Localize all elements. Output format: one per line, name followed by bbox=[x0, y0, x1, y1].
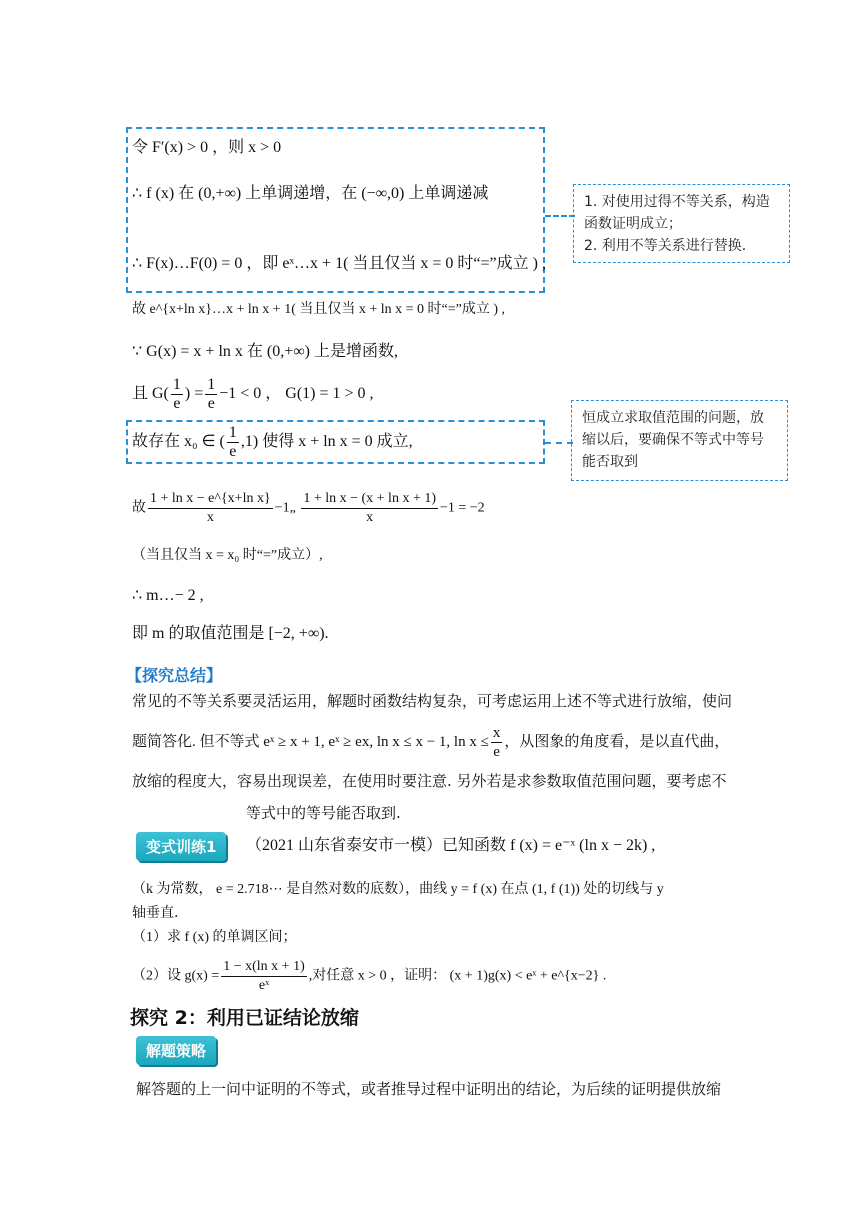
exercise-line-3: 轴垂直. bbox=[132, 905, 179, 921]
proof-line-10: ∴ m…− 2 , bbox=[132, 587, 204, 604]
proof-line-11: 即 m 的取值范围是 [−2, +∞). bbox=[132, 625, 329, 642]
strategy-badge: 解题策略 bbox=[136, 1036, 216, 1065]
proof-line-6: 且 G( $\frac{1}{e}$ ) = $\frac{1}{e}$ −1 < 0 ， G(1) = 1 > 0 , bbox=[132, 376, 374, 412]
proof-line-2: ∴ f (x) 在 (0,+∞) 上单调递增，在 (−∞,0) 上单调递减 bbox=[132, 185, 489, 202]
summary-heading: 【探究总结】 bbox=[126, 666, 223, 685]
note-box-2: 恒成立求取值范围的问题，放缩以后，要确保不等式中等号能否取到 bbox=[571, 400, 788, 481]
note-box-1: 1. 对使用过得不等关系，构造函数证明成立； 2. 利用不等关系进行替换. bbox=[573, 184, 790, 263]
proof-line-1: 令 F′(x) > 0 ，则 x > 0 bbox=[132, 139, 282, 156]
summary-line-2: 题简答化. 但不等式 eˣ ≥ x + 1, eˣ ≥ ex, ln x ≤ x − 1, ln x ≤ $\frac{x}{e}$ ，从图象的角度看，是以直代曲， bbox=[132, 725, 730, 760]
summary-line-1: 常见的不等关系要灵活运用，解题时函数结构复杂，可考虑运用上述不等式进行放缩，使问 bbox=[132, 692, 733, 710]
exercise-q2: （2）设 g(x) = $\frac{\text{1 − x(ln x + 1)}}{\text{eˣ}}$ ,对任意 x > 0 ，证明： (x + 1)g(x) < eˣ + e^{x−2} . bbox=[132, 959, 607, 993]
summary-line-4: 等式中的等号能否取到. bbox=[246, 804, 401, 822]
exercise-intro: （2021 山东省泰安市一模）已知函数 f (x) = e⁻ˣ (ln x − 2k) , bbox=[246, 837, 656, 854]
exercise-line-2: （k 为常数， e = 2.718⋯ 是自然对数的底数），曲线 y = f (x) 在点 (1, f (1)) 处的切线与 y bbox=[132, 882, 664, 897]
summary-line-3: 放缩的程度大，容易出现误差，在使用时要注意. 另外若是求参数取值范围问题，要考虑不 bbox=[132, 772, 727, 790]
section-2-title: 探究 2：利用已证结论放缩 bbox=[130, 1007, 359, 1029]
connector-2 bbox=[545, 442, 573, 444]
proof-line-4: 故 e^{x+ln x}…x + ln x + 1( 当且仅当 x + ln x = 0 时“=”成立 ) , bbox=[132, 302, 506, 317]
proof-line-7: 故存在 x₀ ∈ ( $\frac{1}{e}$ ,1) 使得 x + ln x = 0 成立, bbox=[132, 424, 413, 460]
connector-1 bbox=[545, 215, 575, 217]
proof-line-3: ∴ F(x)…F(0) = 0 ，即 eˣ…x + 1( 当且仅当 x = 0 时“=”成立 ) , bbox=[132, 255, 546, 272]
exercise-q1: （1）求 f (x) 的单调区间； bbox=[132, 930, 297, 945]
proof-line-9: （当且仅当 x = x₀ 时“=”成立）, bbox=[132, 548, 323, 563]
exercise-badge: 变式训练1 bbox=[136, 832, 226, 861]
section-2-paragraph: 解答题的上一问中证明的不等式，或者推导过程中证明出的结论，为后续的证明提供放缩 bbox=[136, 1080, 722, 1098]
proof-line-8: 故 $\frac{\text{1 + ln x − e\textasciicircum{}\{x+ln x\}}}{x}$ −1„ $\frac{\text{1 + ln x − (x + ln x + 1)}}{x}$ −1 = −2 bbox=[132, 491, 485, 525]
proof-line-5: ∵ G(x) = x + ln x 在 (0,+∞) 上是增函数, bbox=[132, 343, 398, 360]
